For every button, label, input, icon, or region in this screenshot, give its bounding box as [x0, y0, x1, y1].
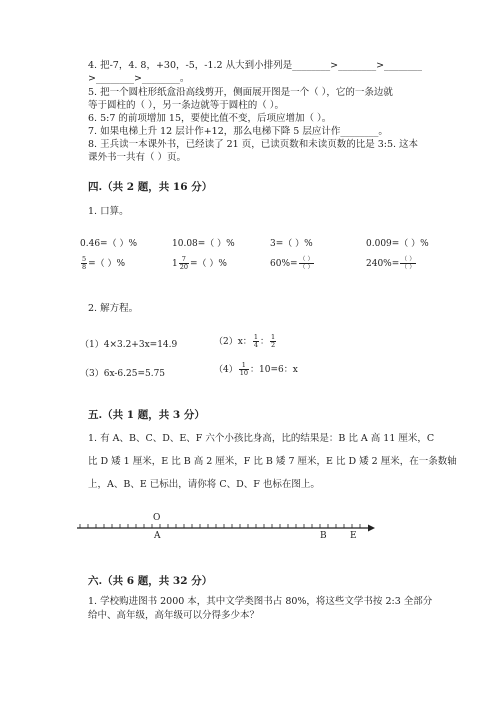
fraction: $\frac{( )}{( )}$ — [299, 256, 314, 271]
equation-3: （3）6x-6.25=5.75 — [80, 369, 166, 379]
calc-r1c1: 0.46=（ ）% — [80, 239, 137, 249]
q8-line1: 8. 王兵读一本课外书，已经读了 21 页，已读页数和未读页数的比是 3:5. 这本 — [88, 139, 419, 150]
section4-q1-label: 1. 口算。 — [88, 206, 129, 217]
q5-line1: 5. 把一个圆柱形纸盒沿高线剪开，侧面展开图是一个（ ），它的一条边就 — [88, 87, 393, 98]
calc-r1c3: 3=（ ）% — [270, 239, 313, 249]
section4-title: 四.（共 2 题，共 16 分） — [88, 181, 213, 193]
fraction: $\frac{1}{2}$ — [270, 333, 276, 349]
q6-line1: 6. 5:7 的前项增加 15，要使比值不变，后项应增加（ ）。 — [88, 113, 332, 124]
calc-r1c4: 0.009=（ ）% — [366, 239, 429, 249]
equation-2: （2）x： $\frac{1}{4}$ ： $\frac{1}{2}$ — [214, 333, 276, 349]
section6-title: 六.（共 6 题，共 32 分） — [88, 575, 213, 587]
section5-line3: 上，A、B、E 已标出，请你将 C、D、F 也标在图上。 — [88, 479, 320, 490]
fraction: $\frac{7}{20}$ — [179, 255, 189, 271]
fraction: $\frac{5}{8}$ — [82, 255, 87, 271]
q4-line2: >________>________。 — [88, 73, 190, 84]
calc-r1c2: 10.08=（ ）% — [172, 239, 235, 249]
q5-line2: 等于圆柱的（ ），另一条边就等于圆柱的（ ）。 — [88, 100, 285, 111]
section6-line2: 给中、高年级，高年级可以分得多少本？ — [88, 610, 260, 621]
q7-line1: 7. 如果电梯上升 12 层计作+12，那么电梯下降 5 层应计作________。 — [88, 126, 388, 137]
fraction: $\frac{1}{4}$ — [253, 333, 258, 349]
section5-line1: 1. 有 A、B、C、D、E、F 六个小孩比身高，比的结果是：B 比 A 高 11 厘米，C — [88, 433, 435, 444]
fraction: $\frac{1}{10}$ — [239, 361, 249, 377]
calc-r2c4: 240%= $\frac{( )}{( )}$ — [366, 256, 416, 271]
section4-q2-label: 2. 解方程。 — [88, 303, 139, 314]
label-e: E — [350, 531, 357, 541]
q4-line1: 4. 把-7，4. 8，+30，-5，-1.2 从大到小排列是________>________>________ — [88, 60, 423, 71]
q8-line2: 课外书一共有（ ）页。 — [88, 152, 187, 163]
calc-r2c2: 1 $\frac{7}{20}$ =（ ）% — [172, 255, 227, 271]
number-line-arrow-icon — [368, 525, 375, 532]
section6-line1: 1. 学校购进图书 2000 本，其中文学类图书占 80%，将这些文学书按 2:3 全部分 — [88, 596, 433, 607]
calc-r2c3: 60%= $\frac{( )}{( )}$ — [270, 256, 314, 271]
label-a: A — [154, 531, 161, 541]
fraction: $\frac{( )}{( )}$ — [401, 256, 416, 271]
section5-line2: 比 D 矮 1 厘米，E 比 B 高 2 厘米，F 比 B 矮 7 厘米，E 比 D 矮 2 厘米，在一条数轴 — [88, 456, 457, 467]
label-origin: O — [153, 513, 161, 523]
label-b: B — [320, 531, 327, 541]
section5-title: 五.（共 1 题，共 3 分） — [88, 409, 205, 421]
calc-r2c1: $\frac{5}{8}$ =（ ）% — [82, 255, 126, 271]
equation-4: （4） $\frac{1}{10}$ ：10=6：x — [214, 361, 298, 377]
equation-1: （1）4×3.2+3x=14.9 — [80, 340, 178, 350]
